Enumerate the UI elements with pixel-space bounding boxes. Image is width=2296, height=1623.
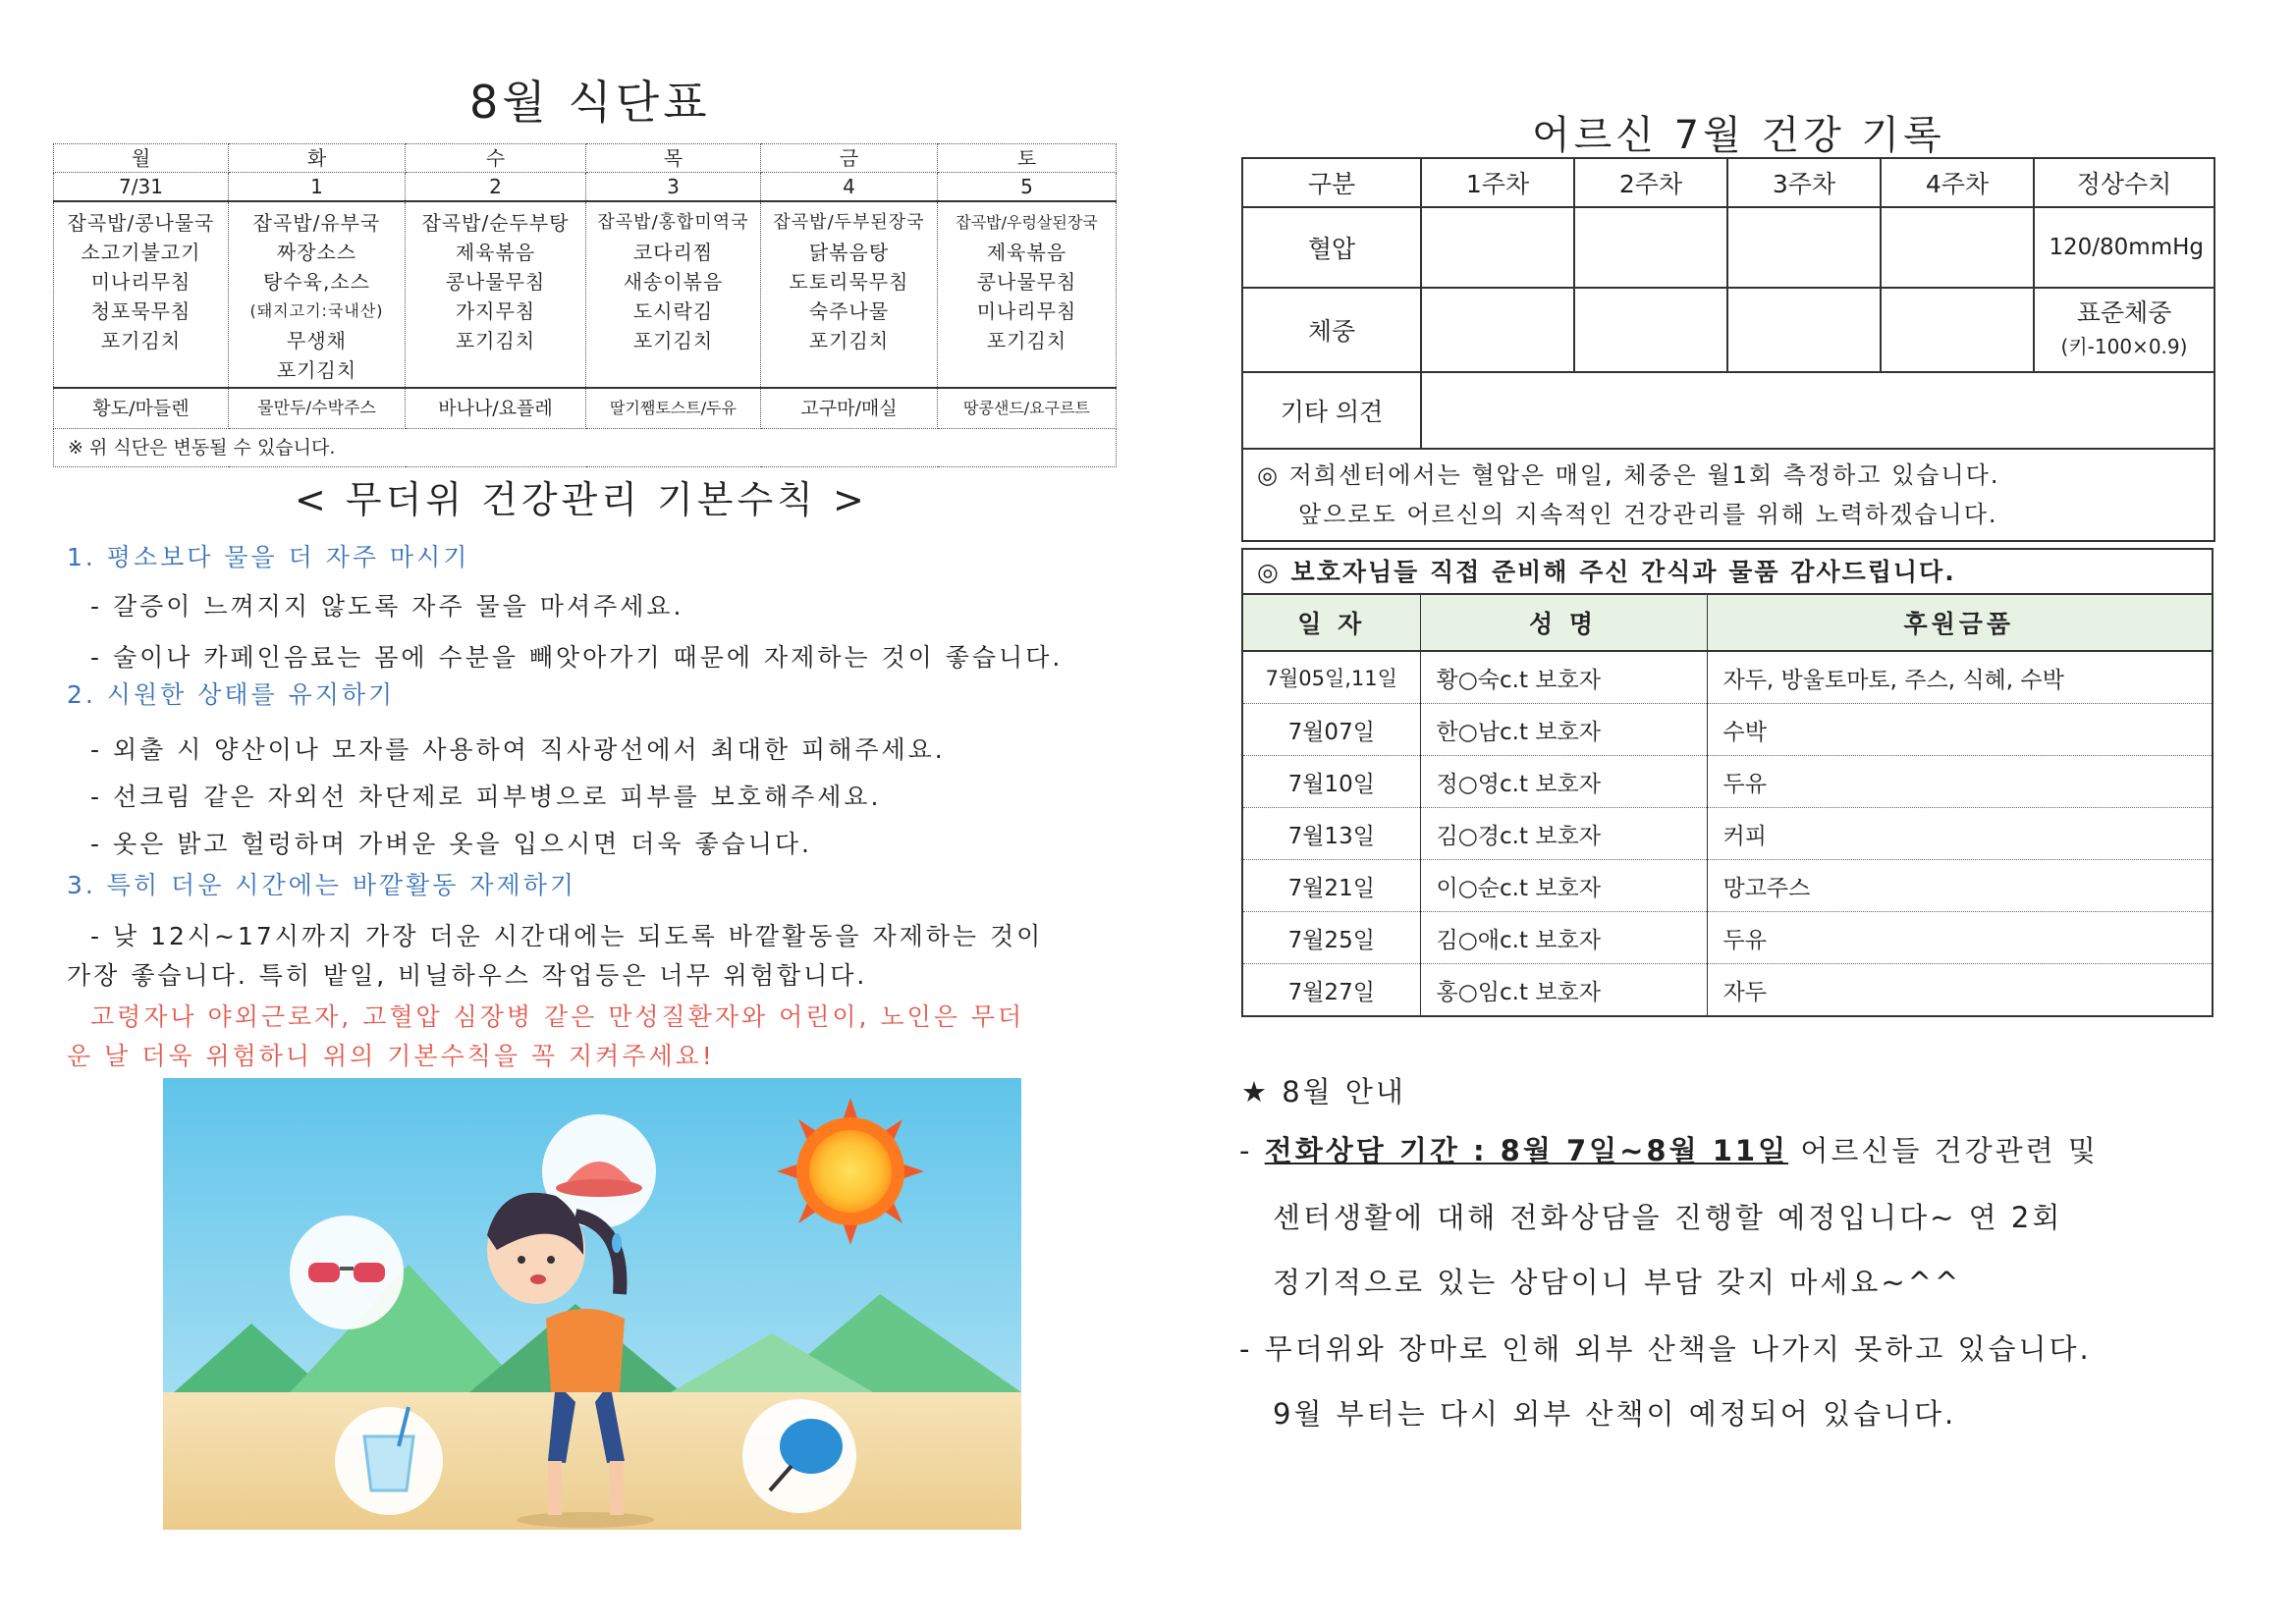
menu-item: 미나리무침 [90,270,191,294]
rule-line: - 선크림 같은 자외선 차단제로 피부병으로 피부를 보호해주세요. [90,783,882,811]
ground [163,1392,1021,1530]
bp-normal-value: 120/80mmHg [2034,207,2214,288]
menu-item: 무생채 [287,329,347,352]
menu-item: 소고기불고기 [81,241,201,264]
menu-item: 포기김치 [276,358,357,382]
health-header: 구분 [1242,158,1421,207]
menu-item: 잡곡밥/두부된장국 [773,212,925,233]
rule-line: - 술이나 카페인음료는 몸에 수분을 빼앗아가기 때문에 자제하는 것이 좋습니다. [90,643,1064,672]
rule-warning: 고령자나 야외근로자, 고혈압 심장병 같은 만성질환자와 어린이, 노인은 무더 [90,1002,1025,1031]
meal-date: 4 [761,173,938,202]
meal-menu-row [54,201,1117,388]
menu-item: 잡곡밥/홍합미역국 [597,212,749,233]
thanks-name: 이○순c.t 보호자 [1420,860,1707,912]
menu-item: 가지무침 [455,299,536,323]
menu-item: 잡곡밥/우렁살된장국 [956,213,1098,232]
meal-table [53,143,1117,467]
thanks-row [1243,808,2212,860]
rule-heading-1: 1. 평소보다 물을 더 자주 마시기 [67,543,470,571]
meal-snack: 딸기쨈토스트/두유 [586,388,761,429]
meal-snack: 물만두/수박주스 [229,388,406,429]
thanks-items: 망고주스 [1707,860,2212,912]
meal-day: 월 [54,144,229,173]
thanks-date: 7월13일 [1243,808,1420,860]
meal-day: 수 [406,144,586,173]
thanks-date: 7월07일 [1243,704,1420,756]
august-line-5: 9월 부터는 다시 외부 산책이 예정되어 있습니다. [1273,1397,1957,1431]
meal-day: 토 [938,144,1117,173]
meal-day-row [54,144,1117,173]
august-text: 어르신들 건강관련 및 [1800,1134,2099,1167]
august-line-1 [1239,1129,2099,1169]
meal-date: 3 [586,173,761,202]
august-title: ★ 8월 안내 [1241,1075,1406,1109]
health-note: ◎ 저희센터에서는 혈압은 매일, 체중은 월1회 측정하고 있습니다. [1257,461,2000,489]
health-header: 4주차 [1881,158,2034,207]
rule-warning: 운 날 더욱 위험하니 위의 기본수칙을 꼭 지켜주세요! [67,1042,715,1070]
thanks-items: 두유 [1707,756,2212,808]
health-weight-row [1242,288,2214,372]
thanks-name: 정○영c.t 보호자 [1420,756,1707,808]
august-line-3: 정기적으로 있는 상담이니 부담 갖지 마세요~^^ [1273,1266,1962,1299]
menu-item: 포기김치 [100,329,182,352]
menu-item: 짜장소스 [276,241,357,264]
rule-heading-3: 3. 특히 더운 시간에는 바깥활동 자제하기 [67,871,576,899]
menu-item: 청포묵무침 [90,299,191,323]
menu-item: 포기김치 [986,329,1067,352]
drink-cup-icon [335,1407,443,1515]
health-note-row [1242,449,2214,541]
other-opinion-cell [1421,372,2214,449]
rule-heading-2: 2. 시원한 상태를 유지하기 [67,680,396,709]
rules-title: < 무더위 건강관리 기본수칙 > [295,478,868,521]
thanks-header-row [1243,594,2212,651]
meal-note: ※ 위 식단은 변동될 수 있습니다. [54,429,1117,467]
thanks-header: 성 명 [1420,594,1707,651]
meal-title: 8월 식단표 [469,76,711,129]
thanks-name: 황○숙c.t 보호자 [1420,651,1707,704]
meal-day: 목 [586,144,761,173]
thanks-table [1243,593,2212,1015]
health-header: 2주차 [1574,158,1727,207]
health-title: 어르신 7월 건강 기록 [1532,113,1945,158]
meal-date-row [54,173,1117,202]
health-other-row [1242,372,2214,449]
health-header: 1주차 [1421,158,1574,207]
meal-snack-row [54,388,1117,429]
thanks-date: 7월05일,11일 [1243,651,1420,704]
health-bp-row [1242,207,2214,288]
meal-date: 7/31 [54,173,229,202]
meal-note-row [54,429,1117,467]
meal-snack: 고구마/매실 [761,388,938,429]
thanks-date: 7월25일 [1243,912,1420,964]
meal-day: 화 [229,144,406,173]
weight-label: 체중 [1242,288,1421,372]
menu-item: 잡곡밥/유부국 [252,211,381,235]
thanks-name: 홍○임c.t 보호자 [1420,964,1707,1016]
thanks-box [1241,548,2214,1017]
menu-item: 탕수육,소스 [263,270,370,294]
thanks-name: 김○애c.t 보호자 [1420,912,1707,964]
weight-normal-value: 표준체중 [2076,298,2172,327]
health-header-row [1242,158,2214,207]
thanks-items: 자두 [1707,964,2212,1016]
meal-snack: 바나나/요플레 [406,388,586,429]
menu-item: 미나리무침 [976,299,1077,323]
august-line-4: - 무더위와 장마로 인해 외부 산책을 나가지 못하고 있습니다. [1239,1332,2092,1366]
thanks-title: ◎ 보호자님들 직접 준비해 주신 간식과 물품 감사드립니다. [1257,558,1956,586]
health-header: 3주차 [1727,158,1881,207]
rule-line: - 낮 12시~17시까지 가장 더운 시간대에는 되도록 바깥활동을 자제하는 것이 [90,922,1044,950]
meal-menu-cell [586,201,761,388]
summer-heat-illustration [163,1078,1021,1530]
meal-snack: 땅콩샌드/요구르트 [938,388,1117,429]
meal-day: 금 [761,144,938,173]
rule-line: - 외출 시 양산이나 모자를 사용하여 직사광선에서 최대한 피해주세요. [90,735,946,764]
menu-item: 포기김치 [455,329,536,352]
meal-menu-cell [938,201,1117,388]
thanks-row [1243,651,2212,704]
meal-date: 5 [938,173,1117,202]
rule-line: 가장 좋습니다. 특히 밭일, 비닐하우스 작업등은 너무 위험합니다. [67,961,868,990]
menu-item: 제육볶음 [986,241,1067,264]
sun-icon [777,1098,924,1245]
menu-item: 새송이볶음 [623,270,724,294]
phone-consult-period: 전화상담 기간 : 8월 7일~8월 11일 [1264,1134,1789,1167]
august-line-2: 센터생활에 대해 전화상담을 진행할 예정입니다~ 연 2회 [1273,1201,2063,1234]
thanks-row [1243,912,2212,964]
thanks-items: 커피 [1707,808,2212,860]
thanks-name: 한○남c.t 보호자 [1420,704,1707,756]
menu-item: 콩나물무침 [976,270,1077,294]
fan-icon [742,1399,856,1513]
menu-item: 잡곡밥/순두부탕 [421,211,570,235]
thanks-header: 일 자 [1243,594,1420,651]
meal-menu-cell [406,201,586,388]
thanks-name: 김○경c.t 보호자 [1420,808,1707,860]
rule-line: - 갈증이 느껴지지 않도록 자주 물을 마셔주세요. [90,592,684,621]
thanks-header: 후원금품 [1707,594,2212,651]
thanks-date: 7월27일 [1243,964,1420,1016]
meal-date: 1 [229,173,406,202]
sunglasses-icon [290,1216,404,1329]
thanks-date: 7월21일 [1243,860,1420,912]
thanks-row [1243,964,2212,1016]
rule-line: - 옷은 밝고 헐렁하며 가벼운 옷을 입으시면 더욱 좋습니다. [90,830,812,858]
thanks-items: 수박 [1707,704,2212,756]
thanks-row [1243,756,2212,808]
health-header: 정상수치 [2034,158,2214,207]
meal-menu-cell [229,201,406,388]
meal-date: 2 [406,173,586,202]
health-note-cell [1242,449,2214,541]
thanks-items: 자두, 방울토마토, 주스, 식혜, 수박 [1707,651,2212,704]
weight-formula: (키-100×0.9) [2060,335,2188,358]
meal-menu-cell [54,201,229,388]
menu-item: 잡곡밥/콩나물국 [67,211,215,235]
menu-item: 코다리찜 [632,241,714,264]
august-dash: - [1239,1134,1253,1167]
weight-normal-cell [2034,288,2214,372]
other-label: 기타 의견 [1242,372,1421,449]
menu-item: 포기김치 [808,329,890,352]
menu-item: 포기김치 [632,329,714,352]
menu-item: 도토리묵무침 [789,270,909,294]
meal-menu-cell [761,201,938,388]
menu-item: 제육볶음 [455,241,536,264]
health-record-table [1241,157,2215,542]
thanks-date: 7월10일 [1243,756,1420,808]
menu-item: 콩나물무침 [445,270,546,294]
menu-item: (돼지고기:국내산) [249,301,384,320]
thanks-items: 두유 [1707,912,2212,964]
menu-item: 닭볶음탕 [808,241,890,264]
thanks-row [1243,704,2212,756]
health-note: 앞으로도 어르신의 지속적인 건강관리를 위해 노력하겠습니다. [1298,501,1998,528]
meal-snack: 황도/마들렌 [54,388,229,429]
bp-label: 혈압 [1242,207,1421,288]
thanks-row [1243,860,2212,912]
menu-item: 숙주나물 [808,299,890,323]
menu-item: 도시락김 [632,299,714,323]
